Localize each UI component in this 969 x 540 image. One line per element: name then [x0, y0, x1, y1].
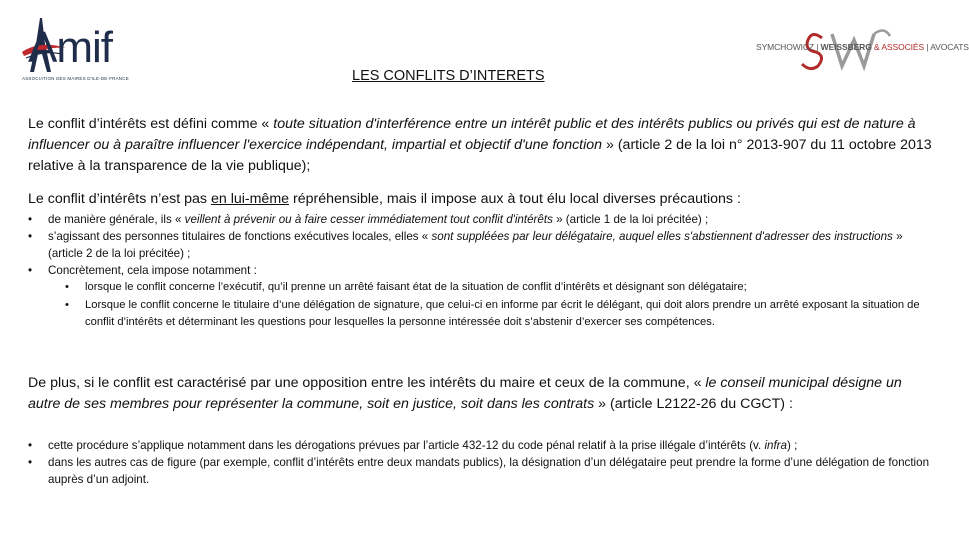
precautions-underline: en lui-même — [210, 191, 290, 207]
item-lead: de manière générale, ils « — [48, 213, 185, 226]
amif-subtitle: ASSOCIATION DES MAIRES D'ILE-DE-FRANCE — [22, 76, 129, 81]
sw-firm-part1: SYMCHOWICZ — [756, 42, 815, 52]
sw-firm-part2: WEISSBERG — [820, 42, 872, 52]
list-item — [28, 437, 936, 454]
item-tail: ) ; — [787, 439, 798, 452]
opposition-paragraph — [28, 373, 934, 415]
list-item: • dans les autres cas de figure (par exemple, conflit d’intérêts entre deux mandats publics), la désignation d’un délégataire peut prendre la forme d’une délégation de fonction auprès d’un adjoint. — [28, 454, 936, 488]
opposition-tail: » (article L2122-26 du CGCT) : — [594, 396, 793, 412]
sw-firm-name: SYMCHOWICZ | WEISSBERG & ASSOCIÉS | AVOCATS — [756, 42, 969, 52]
precautions-list — [28, 211, 936, 332]
item-tail: » (article 1 de la loi précitée) ; — [552, 213, 709, 226]
item-quote: sont suppléées par leur délégataire, auquel elles s'abstiennent d'adresser des instructions — [431, 230, 893, 243]
opposition-quote: le conseil municipal désigne un autre de ses membres pour représenter la commune, soit en justice, soit dans les contrats — [28, 375, 902, 412]
item-tail: » (article 2 de la loi précitée) ; — [48, 230, 903, 260]
definition-lead: Le conflit d’intérêts est défini comme « — [28, 116, 274, 132]
item-italic: infra — [764, 439, 787, 452]
item-quote: veillent à prévenir ou à faire cesser immédiatement tout conflit d'intérêts — [184, 213, 553, 226]
precautions-lead: Le conflit d’intérêts n’est pas — [28, 191, 211, 207]
list-item — [28, 262, 936, 332]
definition-tail: » (article 2 de la loi n° 2013-907 du 11 octobre 2013 relative à la transparence de la vie publique); — [28, 137, 932, 174]
precautions-paragraph — [28, 189, 934, 210]
sub-list-item: • Lorsque le conflit concerne le titulaire d’une délégation de signature, que celui-ci en informe par écrit le délégant, qui doit alors prendre un arrêté exposant la situation de conflit d’intérêts et déterminant les questions pour lesquelles la personne intéressée doit s’abstenir d’exercer ses compétences. — [65, 297, 936, 332]
page-title: LES CONFLITS D’INTERETS — [352, 68, 545, 84]
sw-firm-part4: AVOCATS — [930, 42, 969, 52]
sub-list-item: • lorsque le conflit concerne l’exécutif, qu’il prenne un arrêté faisant état de la situation de conflit d’intérêts et désignant son délégataire; — [65, 279, 936, 297]
sw-firm-part3: & ASSOCIÉS — [874, 42, 925, 52]
list-item — [28, 228, 936, 262]
definition-paragraph — [28, 114, 934, 177]
item-lead: cette procédure s’applique notamment dans les dérogations prévues par l’article 432-12 du code pénal relatif à la prise illégale d’intérêts (v. — [48, 439, 765, 452]
item-lead: s’agissant des personnes titulaires de fonctions exécutives locales, elles « — [48, 230, 432, 243]
procedure-list — [28, 437, 936, 488]
item-lead: Concrètement, cela impose notamment : — [48, 264, 257, 277]
sub-list — [48, 279, 936, 332]
amif-wordmark: Amif — [28, 23, 112, 72]
precautions-tail: répréhensible, mais il impose aux à tout élu local diverses précautions : — [289, 191, 741, 207]
list-item — [28, 211, 936, 228]
definition-quote: toute situation d'interférence entre un intérêt public et des intérêts publics ou privés qui est de nature à influencer ou à paraître influencer l'exercice indépendant, impartial et objectif d'une fonction — [28, 116, 916, 153]
opposition-lead: De plus, si le conflit est caractérisé par une opposition entre les intérêts du maire et ceux de la commune, « — [28, 375, 706, 391]
